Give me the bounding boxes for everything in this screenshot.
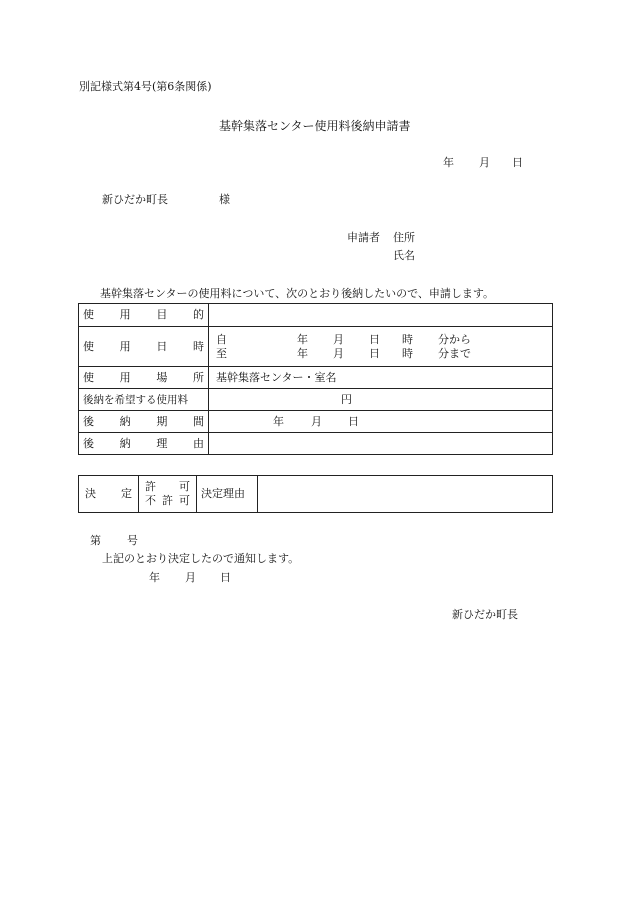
purpose-value[interactable] bbox=[209, 304, 553, 327]
row-purpose bbox=[79, 304, 553, 327]
reason-value[interactable] bbox=[209, 433, 553, 455]
page-title: 基幹集落センター使用料後納申請書 bbox=[219, 119, 411, 133]
row-period bbox=[79, 411, 553, 433]
decision-options[interactable] bbox=[139, 476, 197, 513]
deny-option[interactable]: 不 許 可 bbox=[145, 494, 190, 507]
datetime-from: 自 年 月 日 時 分から bbox=[216, 332, 471, 346]
applicant-address-label: 住所 bbox=[393, 231, 415, 244]
application-table bbox=[78, 303, 553, 455]
form-number: 別記様式第4号(第6条関係) bbox=[79, 80, 212, 93]
row-fee bbox=[79, 389, 553, 411]
date-month: 月 bbox=[479, 156, 490, 169]
addressee-name: 新ひだか町長 bbox=[102, 193, 168, 206]
decision-label: 決 定 bbox=[79, 476, 139, 513]
row-place bbox=[79, 367, 553, 389]
decision-reason-value[interactable] bbox=[258, 476, 553, 513]
reason-label: 後 納 理 由 bbox=[79, 433, 209, 455]
datetime-to: 至 年 月 日 時 分まで bbox=[216, 346, 471, 360]
fee-value[interactable] bbox=[209, 389, 553, 411]
applicant-name-label: 氏名 bbox=[393, 249, 415, 262]
place-value[interactable]: 基幹集落センター・室名 bbox=[209, 367, 553, 389]
addressee-honorific: 様 bbox=[219, 193, 230, 206]
date-day: 日 bbox=[512, 156, 523, 169]
place-label: 使 用 場 所 bbox=[79, 367, 209, 389]
decision-table bbox=[78, 475, 553, 513]
period-value[interactable]: 年 月 日 bbox=[209, 411, 553, 433]
notice-text: 上記のとおり決定したので通知します。 bbox=[102, 552, 300, 565]
datetime-label: 使 用 日 時 bbox=[79, 327, 209, 367]
row-reason bbox=[79, 433, 553, 455]
notice-signer: 新ひだか町長 bbox=[452, 608, 518, 621]
purpose-label: 使 用 目 的 bbox=[79, 304, 209, 327]
row-datetime bbox=[79, 327, 553, 367]
period-label: 後 納 期 間 bbox=[79, 411, 209, 433]
fee-label: 後納を希望する使用料 bbox=[79, 389, 209, 411]
decision-reason-label: 決定理由 bbox=[197, 476, 258, 513]
fee-unit: 円 bbox=[341, 392, 352, 406]
date-year: 年 bbox=[443, 156, 454, 169]
permit-option[interactable]: 許 可 bbox=[145, 480, 190, 493]
applicant-role: 申請者 bbox=[347, 231, 380, 244]
intro-text: 基幹集落センターの使用料について、次のとおり後納したいので、申請します。 bbox=[100, 287, 495, 300]
datetime-value[interactable] bbox=[209, 327, 553, 367]
